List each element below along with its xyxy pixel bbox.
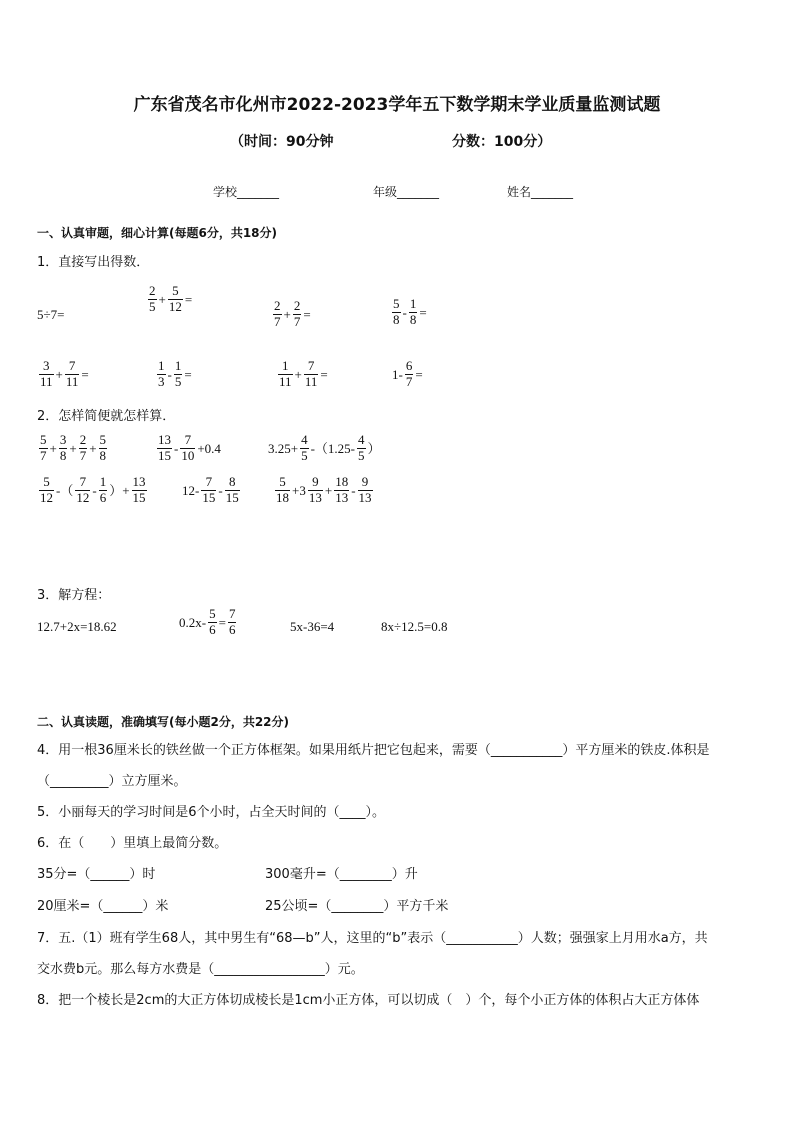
q1-item-1: 5÷7= — [37, 307, 65, 322]
q4-line-2: （_________）立方厘米。 — [37, 774, 187, 789]
q1-item-4: $\frac{5}{8}$ - $\frac{1}{8}$ = — [393, 296, 427, 327]
q1-label: 1．直接写出得数． — [37, 255, 150, 270]
q6-item-a: 35分=（______）时 — [37, 867, 156, 882]
fraction: $\frac{7}{11}$ — [304, 358, 318, 389]
q4-line-1: 4．用一根36厘米长的铁丝做一个正方体框架。如果用纸片把它包起来，需要（___________）平方厘米的铁皮.体积是 — [37, 743, 710, 758]
fraction: $\frac{5}{8}$ — [393, 296, 400, 327]
exam-score: 分数：100分） — [452, 134, 552, 150]
fraction: $\frac{3}{11}$ — [40, 358, 53, 389]
fraction: $\frac{7}{11}$ — [65, 358, 79, 389]
fraction: $\frac{2}{7}$ — [293, 298, 301, 329]
q3-equation-1: 12.7+2x=18.62 — [37, 619, 117, 634]
fraction: $\frac{6}{7}$ — [405, 358, 413, 389]
q3-equation-3: 5x-36=4 — [290, 619, 335, 634]
q1-item-8: 1- $\frac{6}{7}$ = — [392, 358, 423, 389]
q1-item-7: $\frac{1}{11}$ + $\frac{7}{11}$ = — [279, 358, 328, 389]
q1-item-2: $\frac{2}{5}$ + $\frac{5}{12}$ = — [149, 283, 193, 314]
q2-expr-3: 3.25+ $\frac{4}{5}$ -（1.25- $\frac{4}{5}$ ） — [268, 432, 381, 463]
q3-label: 3．解方程： — [37, 588, 111, 603]
grade-field[interactable]: 年级_______ — [373, 185, 440, 199]
fraction: $\frac{1}{3}$ — [158, 358, 165, 389]
q6-item-b: 300毫升=（________）升 — [265, 867, 418, 882]
q1-item-5: $\frac{3}{11}$ + $\frac{7}{11}$ = — [40, 358, 89, 389]
fraction: $\frac{5}{12}$ — [168, 283, 182, 314]
fraction: $\frac{1}{5}$ — [174, 358, 182, 389]
q7-line-1: 7．五.（1）班有学生68人，其中男生有“68—b”人，这里的“b”表示（___________）人数；强强家上月用水a方，共 — [37, 931, 708, 946]
q2-label: 2．怎样简便就怎样算． — [37, 409, 176, 424]
q6-item-c: 20厘米=（______）米 — [37, 899, 169, 914]
q2-expr-5: 12- $\frac{7}{15}$ - $\frac{8}{15}$ — [182, 474, 239, 505]
q6-item-d: 25公顷=（________）平方千米 — [265, 899, 449, 914]
q2-expr-6: $\frac{5}{18}$ +3 $\frac{9}{13}$ + $\frac{18}{13}$ - $\frac{9}{13}$ — [276, 474, 372, 505]
fraction: $\frac{2}{7}$ — [274, 298, 281, 329]
fraction: $\frac{1}{8}$ — [409, 296, 417, 327]
q3-equation-2: 0.2x- $\frac{5}{6}$ = $\frac{7}{6}$ — [179, 606, 236, 637]
section-2-heading: 二、认真读题，准确填写(每小题2分，共22分) — [37, 715, 290, 729]
fraction: $\frac{1}{11}$ — [279, 358, 292, 389]
exam-time: （时间：90分钟 — [230, 134, 334, 150]
q2-expr-1: $\frac{5}{7}$ + $\frac{3}{8}$ + $\frac{2}{7}$ + $\frac{5}{8}$ — [40, 432, 107, 463]
q1-item-3: $\frac{2}{7}$ + $\frac{2}{7}$ = — [274, 298, 311, 329]
q3-equation-4: 8x÷12.5=0.8 — [381, 619, 448, 634]
school-field[interactable]: 学校_______ — [213, 185, 280, 199]
q2-expr-2: $\frac{13}{15}$ - $\frac{7}{10}$ +0.4 — [158, 432, 221, 463]
q2-expr-4: $\frac{5}{12}$ -（ $\frac{7}{12}$ - $\frac{1}{6}$ ）+ $\frac{13}{15}$ — [40, 474, 146, 505]
q1-item-6: $\frac{1}{3}$ - $\frac{1}{5}$ = — [158, 358, 192, 389]
q6-label: 6．在（ ）里填上最简分数。 — [37, 836, 228, 851]
section-1-heading: 一、认真审题，细心计算(每题6分，共18分) — [37, 226, 278, 240]
page-title: 广东省茂名市化州市2022-2023学年五下数学期末学业质量监测试题 — [133, 95, 661, 115]
q8-text: 8．把一个棱长是2cm的大正方体切成棱长是1cm小正方体，可以切成（ ）个，每个小正方体的体积占大正方体体 — [37, 993, 700, 1008]
q5-text: 5．小丽每天的学习时间是6个小时，占全天时间的（____）。 — [37, 805, 386, 820]
q7-line-2: 交水费b元。那么每方水费是（_________________）元。 — [37, 962, 364, 977]
name-field[interactable]: 姓名_______ — [507, 185, 574, 199]
fraction: $\frac{2}{5}$ — [149, 283, 156, 314]
